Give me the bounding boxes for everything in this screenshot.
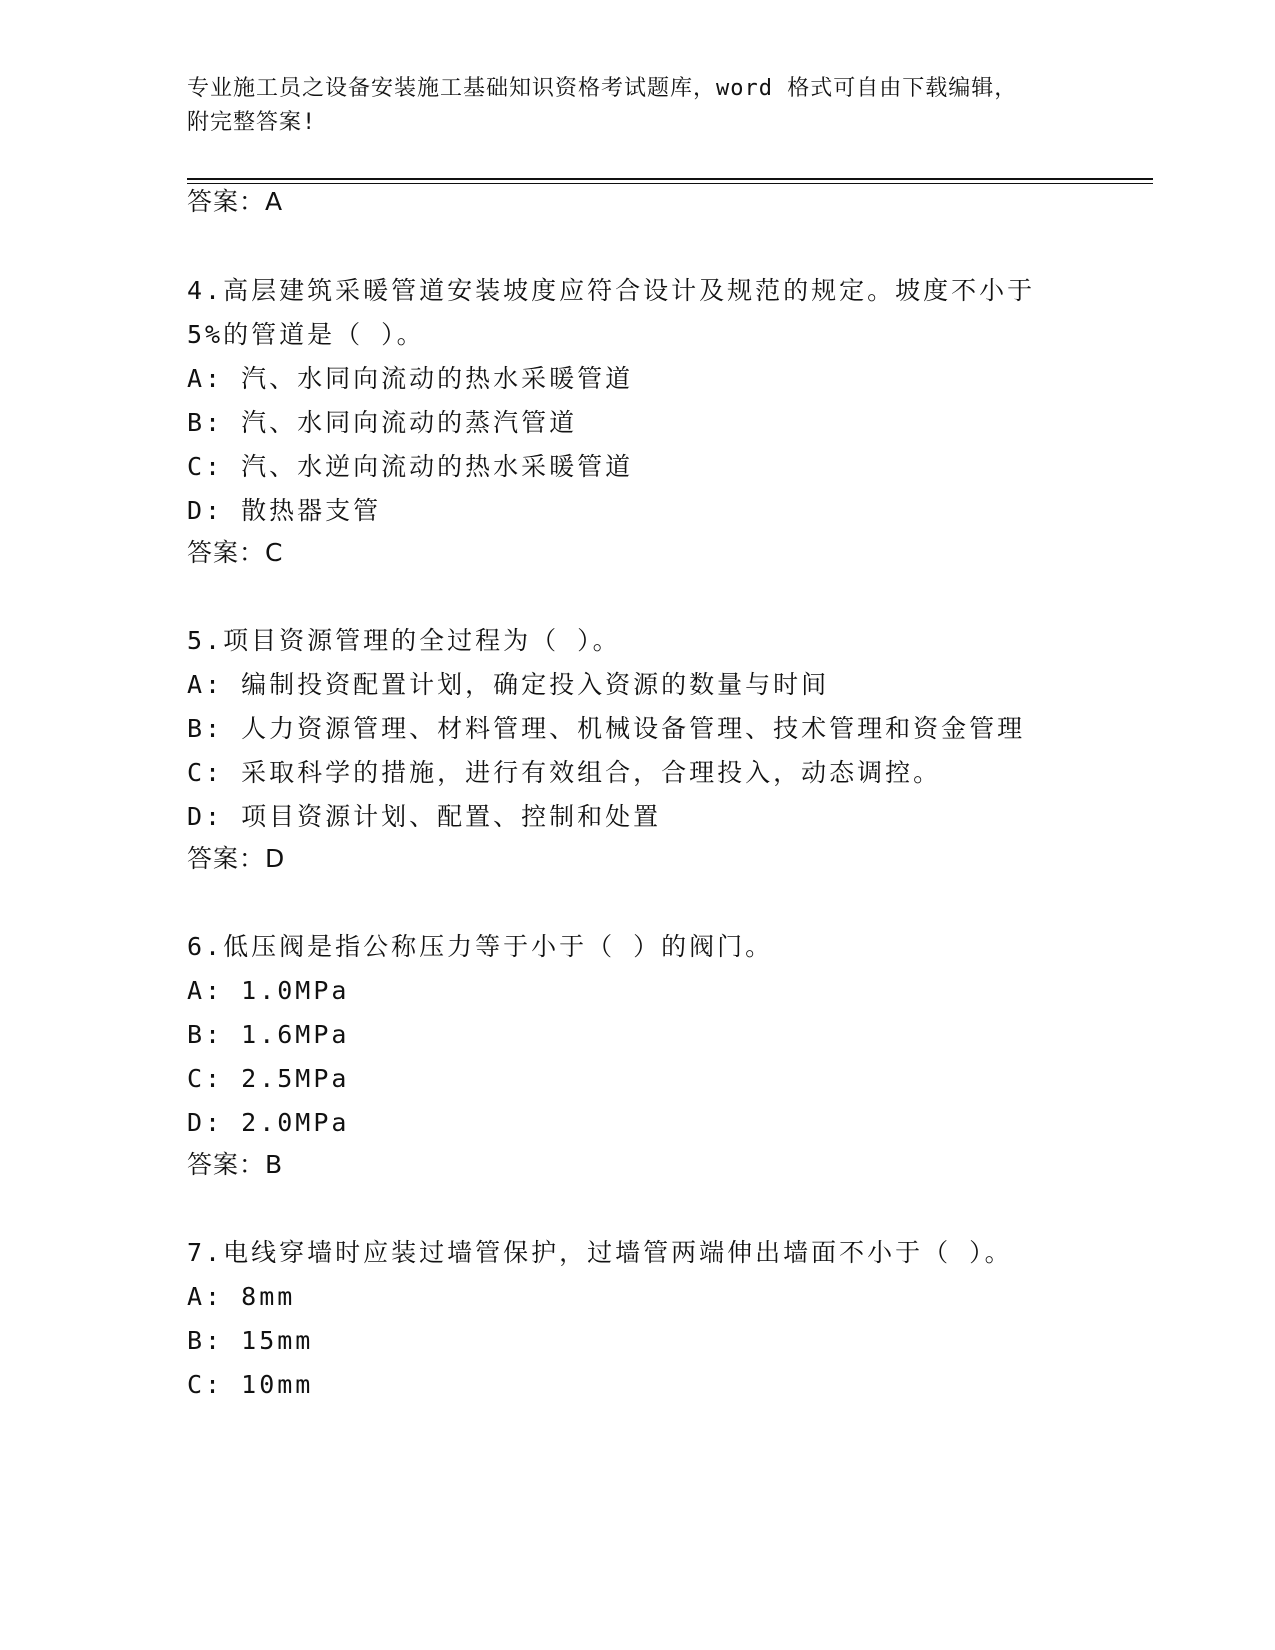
question-5-option-a: A: 编制投资配置计划，确定投入资源的数量与时间 [187,670,830,699]
answer-value: B [265,1150,283,1179]
question-5-answer [187,842,284,876]
header-intro-line-1: 专业施工员之设备安装施工基础知识资格考试题库，word 格式可自由下载编辑， [187,76,1018,101]
question-5-option-c: C: 采取科学的措施，进行有效组合，合理投入，动态调控。 [187,758,942,787]
question-5-option-b: B: 人力资源管理、材料管理、机械设备管理、技术管理和资金管理 [187,714,1026,743]
question-6-stem-line-1: 6.低压阀是指公称压力等于小于（ ）的阀门。 [187,932,774,961]
header-divider-thin [187,183,1153,184]
question-6-option-c: C: 2.5MPa [187,1064,350,1093]
question-4-stem-line-2: 5%的管道是（ ）。 [187,320,425,349]
header-divider-thick [187,178,1153,180]
answer-value: C [265,538,283,567]
question-7-stem-line-1: 7.电线穿墙时应装过墙管保护，过墙管两端伸出墙面不小于（ ）。 [187,1238,1013,1267]
header-intro-line-2: 附完整答案! [187,110,317,135]
question-7-option-a: A: 8mm [187,1282,296,1311]
question-4-option-d: D: 散热器支管 [187,496,382,525]
answer-line-prev [187,185,282,219]
answer-label: 答案： [187,538,266,567]
question-5-option-d: D: 项目资源计划、配置、控制和处置 [187,802,662,831]
question-4-stem-line-1: 4.高层建筑采暖管道安装坡度应符合设计及规范的规定。坡度不小于 [187,276,1036,305]
question-4-option-c: C: 汽、水逆向流动的热水采暖管道 [187,452,634,481]
answer-value: A [265,187,283,216]
question-6-option-a: A: 1.0MPa [187,976,350,1005]
question-4-option-a: A: 汽、水同向流动的热水采暖管道 [187,364,634,393]
question-7-option-b: B: 15mm [187,1326,314,1355]
question-4-option-b: B: 汽、水同向流动的蒸汽管道 [187,408,578,437]
question-6-option-b: B: 1.6MPa [187,1020,350,1049]
question-6-option-d: D: 2.0MPa [187,1108,350,1137]
question-5-stem-line-1: 5.项目资源管理的全过程为（ ）。 [187,626,621,655]
answer-label: 答案： [187,1150,266,1179]
question-4-answer [187,536,282,570]
document-header [187,72,1067,140]
answer-label: 答案： [187,187,266,216]
answer-label: 答案： [187,844,266,873]
question-6-answer [187,1148,282,1182]
question-7-option-c: C: 10mm [187,1370,314,1399]
answer-value: D [265,844,285,873]
